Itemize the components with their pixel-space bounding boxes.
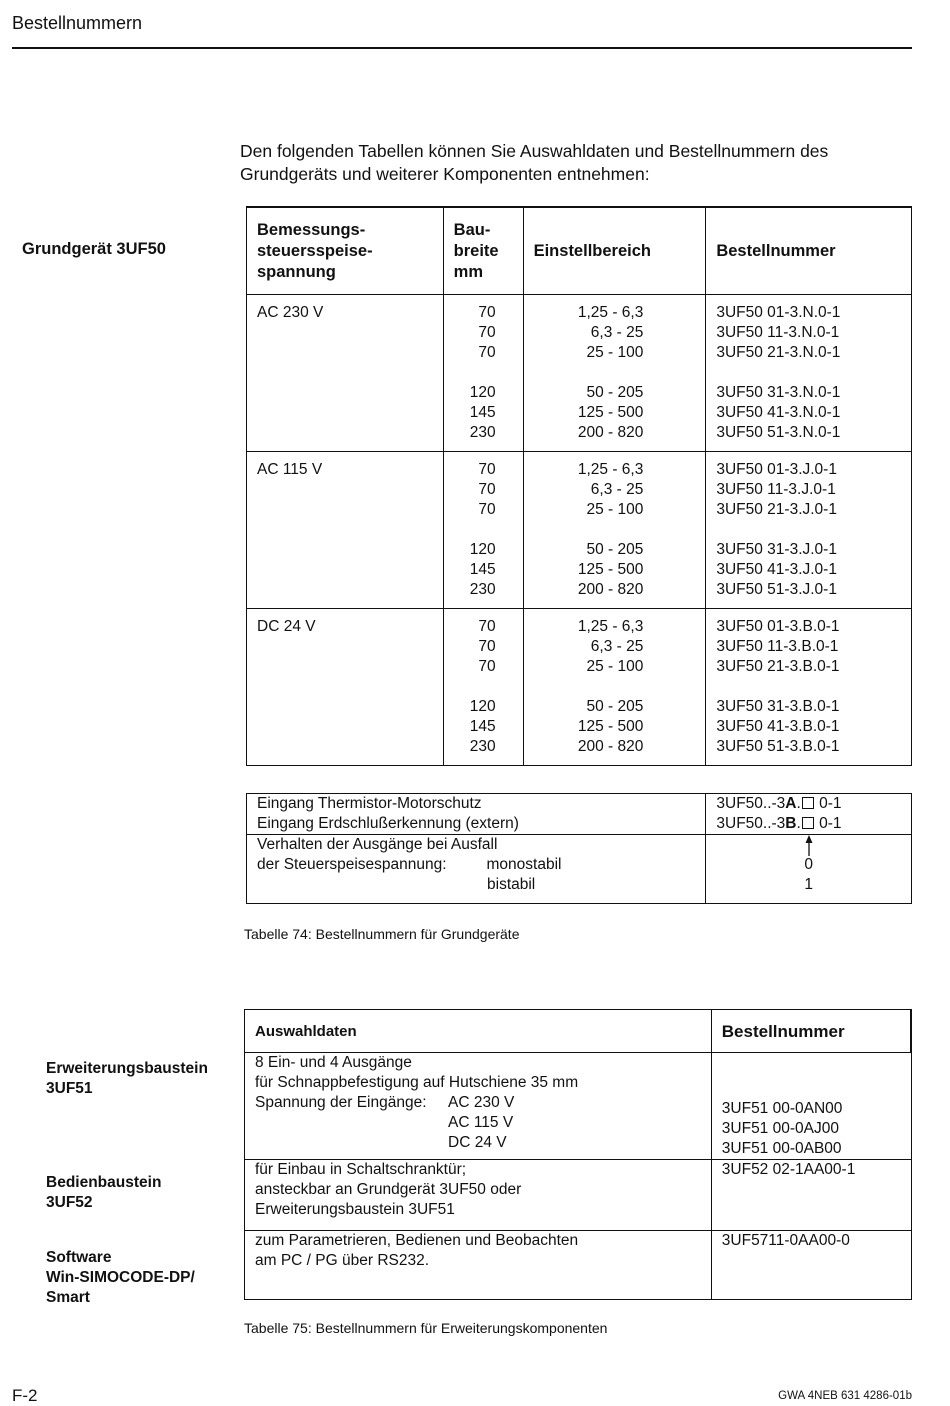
baubreite-value: 145 [469,718,496,735]
table-74-options [246,793,912,904]
baubreite-value: 70 [478,304,496,321]
bestellnummer-value: 3UF50 21-3.N.0-1 [716,344,841,361]
verhalten-line1: Verhalten der Ausgänge bei Ausfall [257,836,498,853]
baubreite-value: 145 [469,561,496,578]
bestellnummer-value: 3UF50 41-3.N.0-1 [716,404,841,421]
bestellnummer-value: 3UF50 31-3.B.0-1 [716,698,840,715]
code-b-letter: B [785,815,797,832]
bestellnummer-value: 3UF50 51-3.N.0-1 [716,424,841,441]
einstellbereich-value: 125 - 500 [577,561,644,578]
col-header-spannung-l2: steuersspeise- [257,241,373,260]
page-number: F-2 [12,1386,38,1405]
bedien-label-l1: Bedienbaustein [46,1174,162,1191]
grundgeraet-label: Grundgerät 3UF50 [22,240,166,258]
bedien-label [46,1173,161,1213]
baubreite-value: 70 [478,481,496,498]
header-rule [12,47,912,49]
software-label-l1: Software [46,1249,112,1266]
code-erdschluss [716,814,901,834]
einstellbereich-value: 1,25 - 6,3 [577,304,644,321]
table-74-caption: Tabelle 74: Bestellnummern für Grundgeräte [244,926,520,942]
baubreite-value: 145 [469,404,496,421]
einstellbereich-value: 25 - 100 [586,501,644,518]
code-bistabil: 1 [804,876,813,893]
baubreite-value: 70 [478,324,496,341]
einstellbereich-value: 200 - 820 [577,424,644,441]
table-row [247,835,912,904]
einstellbereich-value: 6,3 - 25 [590,638,644,655]
bestellnummer-value: 3UF50 31-3.J.0-1 [716,541,837,558]
table-row [247,609,912,766]
einstellbereich-value: 1,25 - 6,3 [577,461,644,478]
col-header-baubreite-l3: mm [453,262,484,281]
table-row [245,1053,912,1160]
nummer-3uf51-an: 3UF51 00-0AN00 [721,1100,843,1117]
table-row [247,452,912,609]
code-thermistor [716,794,901,814]
software-label [46,1248,195,1308]
spannung-value: AC 230 V [257,304,324,321]
bedien-line2: ansteckbar an Grundgerät 3UF50 oder [255,1181,522,1198]
einstellbereich-value: 25 - 100 [586,344,644,361]
spannung-row-1 [255,1093,701,1113]
col-header-baubreite-l2: breite [453,241,499,260]
bestellnummer-value: 3UF50 21-3.J.0-1 [716,501,837,518]
bedien-line3: Erweiterungsbaustein 3UF51 [255,1201,455,1218]
baubreite-value: 70 [478,501,496,518]
bedien-label-l2: 3UF52 [46,1194,93,1211]
bestellnummer-value: 3UF50 21-3.B.0-1 [716,658,840,675]
nummer-3uf52: 3UF52 02-1AA00-1 [721,1161,856,1178]
bestellnummer-value: 3UF50 51-3.J.0-1 [716,581,837,598]
einstellbereich-value: 50 - 205 [586,384,644,401]
erweiterung-line2: für Schnappbefestigung auf Hutschiene 35 mm [255,1074,579,1091]
spannung-ac230: AC 230 V [448,1094,515,1111]
document-code: GWA 4NEB 631 4286-01b [778,1390,912,1402]
nummer-3uf51-ab: 3UF51 00-0AB00 [721,1140,842,1157]
spannung-cell [247,609,444,766]
baubreite-cell [443,295,523,452]
table-row [245,1231,912,1300]
bestellnummer-value: 3UF50 01-3.J.0-1 [716,461,837,478]
baubreite-value: 70 [478,658,496,675]
einstellbereich-value: 125 - 500 [577,718,644,735]
erweiterung-label-l1: Erweiterungsbaustein [46,1060,208,1077]
bistabil-label: bistabil [487,876,536,893]
bestellnummer-value: 3UF50 31-3.N.0-1 [716,384,841,401]
baubreite-cell [443,609,523,766]
table-row [247,295,912,452]
software-label-l2: Win-SIMOCODE-DP/ [46,1269,195,1286]
einstellbereich-value: 50 - 205 [586,698,644,715]
placeholder-box-icon [802,817,814,829]
spannung-value: DC 24 V [257,618,316,635]
col-header-baubreite [443,207,523,295]
baubreite-value: 70 [478,461,496,478]
col-header-einstellbereich: Einstellbereich [523,207,706,295]
bestellnummer-cell [706,609,912,766]
code-b-prefix: 3UF50..-3 [716,815,786,832]
placeholder-box-icon [802,797,814,809]
col-header-bestellnummer: Bestellnummer [706,207,912,295]
einstellbereich-value: 6,3 - 25 [590,324,644,341]
spannung-cell [247,452,444,609]
einstellbereich-value: 200 - 820 [577,581,644,598]
bestellnummer-value: 3UF50 51-3.B.0-1 [716,738,840,755]
code-b-dot: . [796,815,801,832]
bedien-line1: für Einbau in Schaltschranktür; [255,1161,467,1178]
eingang-thermistor: Eingang Thermistor-Motorschutz [257,795,482,812]
einstellbereich-value: 25 - 100 [586,658,644,675]
col-header-spannung-l3: spannung [257,262,336,281]
nummer-software: 3UF5711-0AA00-0 [721,1232,850,1249]
einstellbereich-value: 125 - 500 [577,404,644,421]
baubreite-value: 230 [469,424,496,441]
bestellnummer-value: 3UF50 11-3.J.0-1 [716,481,836,498]
baubreite-value: 120 [469,698,496,715]
code-a-suffix: 0-1 [814,795,842,812]
arrow-up-icon [804,835,814,857]
table-row [245,1160,912,1231]
baubreite-value: 70 [478,618,496,635]
bestellnummer-value: 3UF50 41-3.J.0-1 [716,561,837,578]
intro-paragraph: Den folgenden Tabellen können Sie Auswahldaten und Bestellnummern des Grundgeräts und weiterer Komponenten entnehmen: [240,141,829,184]
code-monostabil: 0 [804,856,813,873]
table-75-caption: Tabelle 75: Bestellnummern für Erweiterungskomponenten [244,1320,608,1336]
spannung-ac115: AC 115 V [448,1114,514,1131]
baubreite-cell [443,452,523,609]
nummer-3uf51-aj: 3UF51 00-0AJ00 [721,1120,839,1137]
software-line1: zum Parametrieren, Bedienen und Beobachten [255,1232,579,1249]
bestellnummer-value: 3UF50 01-3.N.0-1 [716,304,841,321]
bestellnummer-value: 3UF50 41-3.B.0-1 [716,718,840,735]
einstellbereich-cell [523,295,706,452]
col-header-baubreite-l1: Bau- [453,220,491,239]
einstellbereich-value: 50 - 205 [586,541,644,558]
erweiterung-label-l2: 3UF51 [46,1080,93,1097]
verhalten-line2-row [257,855,695,875]
einstellbereich-value: 200 - 820 [577,738,644,755]
code-a-dot: . [796,795,801,812]
bestellnummer-cell [706,452,912,609]
code-b-suffix: 0-1 [814,815,842,832]
col-header-spannung-l1: Bemessungs- [257,220,366,239]
baubreite-value: 120 [469,541,496,558]
spannung-value: AC 115 V [257,461,323,478]
bestellnummer-cell [706,295,912,452]
baubreite-value: 230 [469,738,496,755]
erweiterung-line1: 8 Ein- und 4 Ausgänge [255,1054,412,1071]
baubreite-value: 120 [469,384,496,401]
spannung-cell [247,295,444,452]
table-74 [246,206,912,766]
baubreite-value: 70 [478,638,496,655]
spannung-label: Spannung der Eingänge: [255,1094,427,1111]
bestellnummer-value: 3UF50 01-3.B.0-1 [716,618,840,635]
baubreite-value: 70 [478,344,496,361]
einstellbereich-cell [523,609,706,766]
einstellbereich-value: 1,25 - 6,3 [577,618,644,635]
bestellnummer-value: 3UF50 11-3.N.0-1 [716,324,840,341]
einstellbereich-cell [523,452,706,609]
code-a-prefix: 3UF50..-3 [716,795,786,812]
table-row [247,794,912,835]
monostabil-label: monostabil [486,856,562,873]
code-a-letter: A [785,795,797,812]
software-line2: am PC / PG über RS232. [255,1252,430,1269]
bestellnummer-value: 3UF50 11-3.B.0-1 [716,638,839,655]
col-header-auswahldaten: Auswahldaten [245,1010,712,1053]
erweiterung-label [46,1059,208,1099]
eingang-erdschluss: Eingang Erdschlußerkennung (extern) [257,815,519,832]
col-header-bestellnummer-75: Bestellnummer [711,1010,911,1053]
col-header-spannung [247,207,444,295]
baubreite-value: 230 [469,581,496,598]
verhalten-line2: der Steuerspeisespannung: [257,856,447,873]
einstellbereich-value: 6,3 - 25 [590,481,644,498]
software-label-l3: Smart [46,1289,90,1306]
page-header-title: Bestellnummern [12,13,143,33]
table-75 [244,1009,912,1300]
spannung-dc24: DC 24 V [448,1134,507,1151]
